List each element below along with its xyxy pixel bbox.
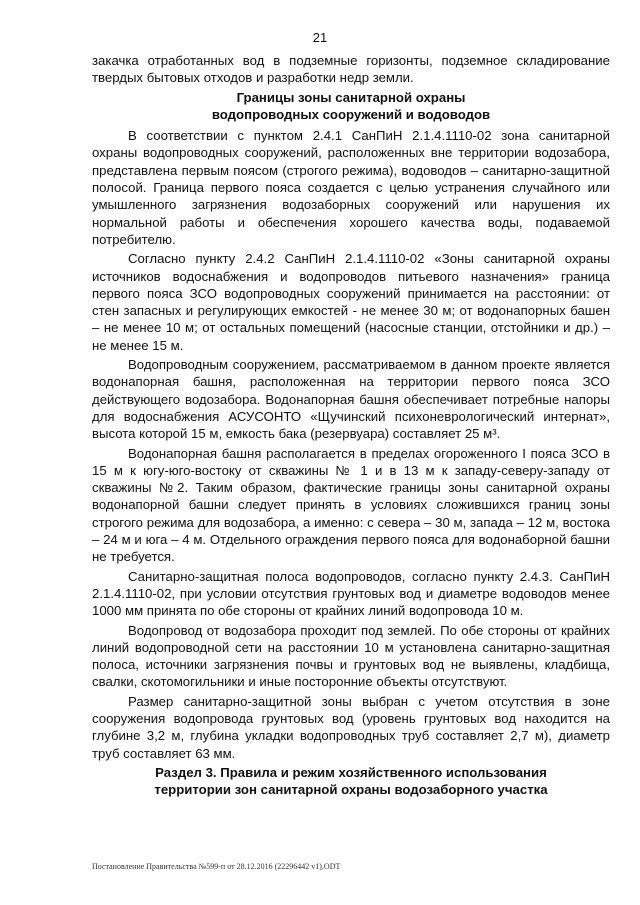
heading-line: территории зон санитарной охраны водозаборного участка [154,782,548,798]
paragraph: Водопровод от водозабора проходит под землей. По обе стороны от крайних линий водопроводной сети на расстоянии 10 м установлена санитарно-защитная полоса, источники загрязнения почвы и грунтовых вод не выявлены, кладбища, свалки, скотомогильники и иные посторонние объекты отсутствуют. [92,622,610,690]
document-body [92,52,610,802]
heading-line: Границы зоны санитарной охраны [236,89,466,105]
paragraph: Санитарно-защитная полоса водопроводов, согласно пункту 2.4.3. СанПиН 2.1.4.1110-02, при условии отсутствия грунтовых вод и диаметре водоводов менее 1000 мм принята по обе стороны от крайних линий водопровода 10 м. [92,568,610,619]
paragraph: Водопроводным сооружением, рассматриваемом в данном проекте является водонапорная башня, расположенная на территории первого пояса ЗСО действующего водозабора. Водонапорная башня обеспечивает потребные напоры для водоснабжения АСУСОНТО «Щучинский психоневрологический интернат», высота которой 15 м, емкость бака (резервуара) составляет 25 м³. [92,357,610,442]
paragraph: Размер санитарно-защитной зоны выбран с учетом отсутствия в зоне сооружения водопровода грунтовых вод (уровень грунтовых вод находится на глубине 3,2 м, глубина укладки водопроводных труб составляет 2,7 м), диаметр труб составляет 63 мм. [92,693,610,761]
intro-paragraph: закачка отработанных вод в подземные горизонты, подземное складирование твердых бытовых отходов и разработки недр земли. [92,53,610,86]
heading-line: Раздел 3. Правила и режим хозяйственного использования [155,764,547,780]
section-heading-zso [92,89,610,124]
paragraph: Согласно пункту 2.4.2 СанПиН 2.1.4.1110-02 «Зоны санитарной охраны источников водоснабжения и водопроводов питьевого назначения» граница первого пояса ЗСО водопроводных сооружений принимается на расстоянии: от стен запасных и регулирующих емкостей - не менее 30 м; от водонапорных башен – не менее 10 м; от остальных помещений (насосные станции, отстойники и др.) – не менее 15 м. [92,251,610,353]
heading-line: водопроводных сооружений и водоводов [211,106,491,122]
page-number: 21 [312,30,328,45]
document-footer: Постановление Правительства №599-п от 28.12.2016 (22296442 v1).ODT [92,862,341,871]
paragraph: Водонапорная башня располагается в пределах огороженного I пояса ЗСО в 15 м к югу-юго-востоку от скважины № 1 и в 13 м к западу-северу-западу от скважины №2. Таким образом, фактические границы зоны санитарной охраны водонапорной башни следует принять в условиях сложившихся границ зоны строгого режима для водозабора, а именно: с севера – 30 м, запада – 12 м, востока – 24 м и юга – 4 м. Отдельного ограждения первого пояса для водонаборной башни не требуется. [92,445,610,565]
paragraph: В соответствии с пунктом 2.4.1 СанПиН 2.1.4.1110-02 зона санитарной охраны водопроводных сооружений, расположенных вне территории водозабора, представлена первым поясом (строгого режима), водоводов – санитарно-защитной полосой. Граница первого пояса создается с целью устранения случайного или умышленного загрязнения водозаборных сооружений или нарушения их нормальной работы и обеспечения хорошего качества воды, подаваемой потребителю. [92,128,610,247]
section-heading-part3 [92,764,610,799]
